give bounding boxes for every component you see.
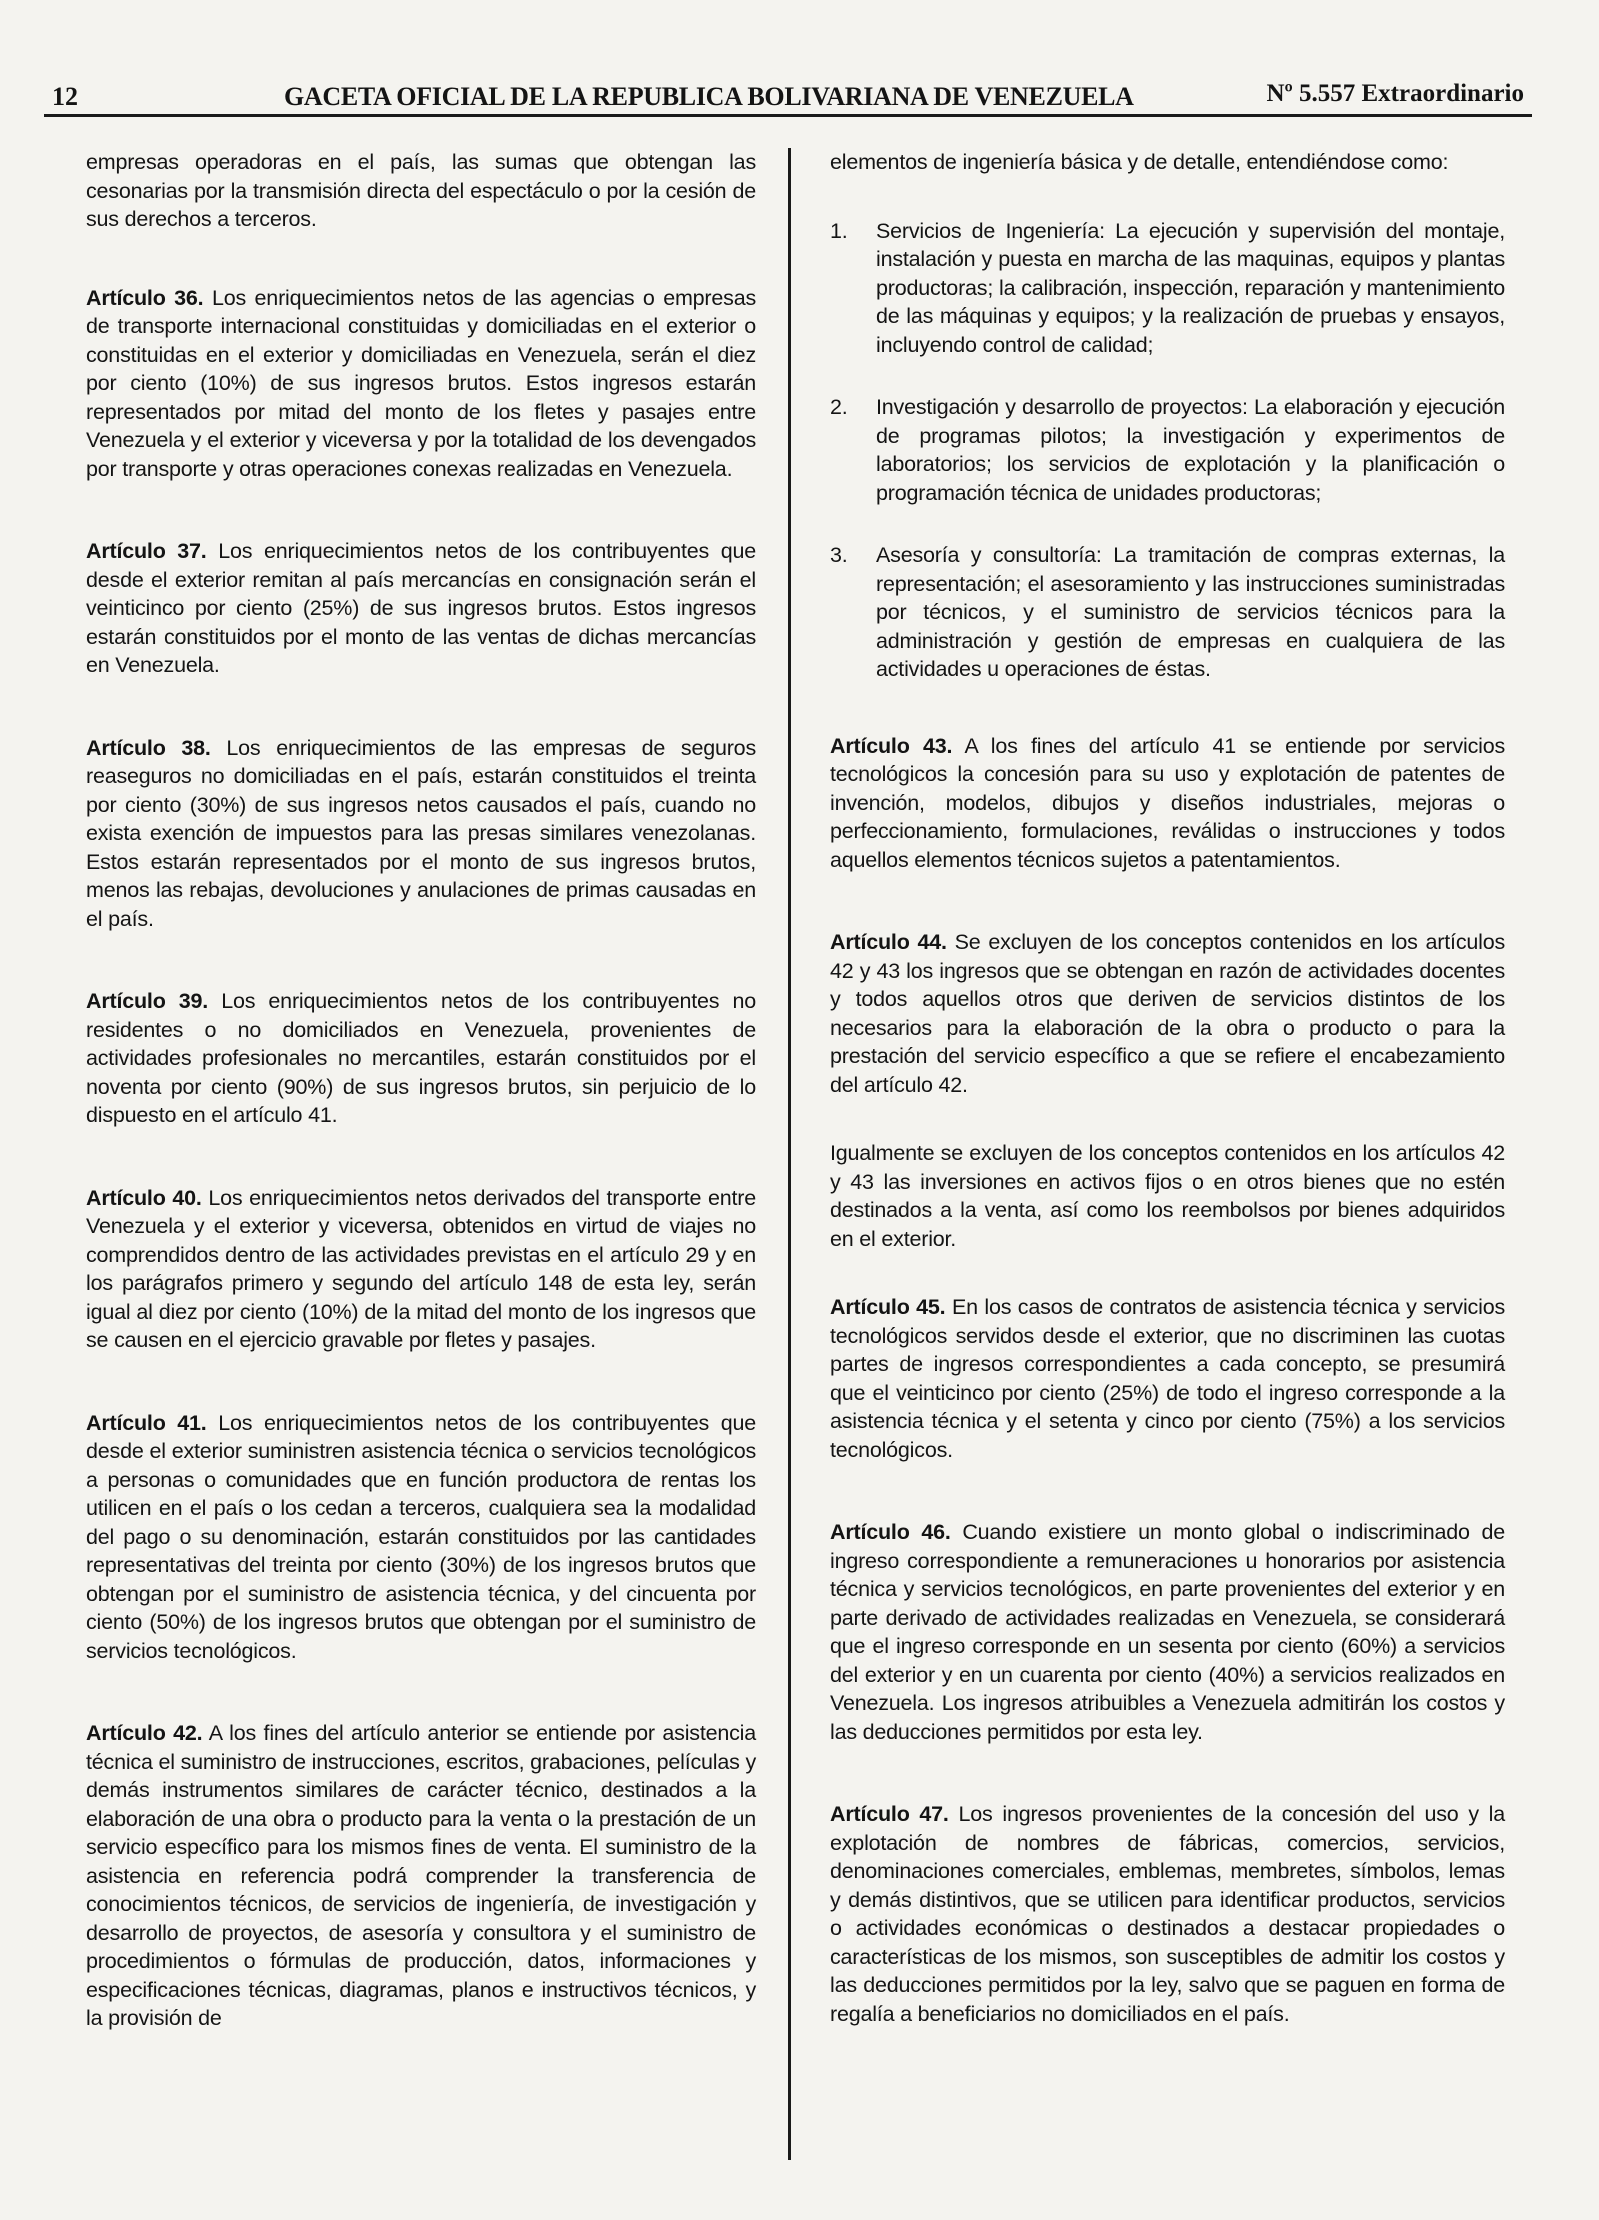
article-text: Se excluyen de los conceptos contenidos en los artículos 42 y 43 los ingresos que se obtengan en razón de actividades docentes y todos aquellos otros que deriven de servicios distintos de los necesarios para la elaboración de la obra o producto o para la prestación del servicio específico a que se refiere el encabezamiento del artículo 42.	[830, 930, 1506, 1097]
list-text: Asesoría y consultoría: La tramitación de compras externas, la representación; el asesoramiento y las instrucciones suministradas por técnicos, y el suministro de servicios técnicos para la administración y gestión de empresas en cualquiera de las actividades u operaciones de éstas.	[876, 543, 1505, 681]
list-item	[830, 217, 1505, 360]
article-45	[830, 1293, 1505, 1464]
list-text: Investigación y desarrollo de proyectos: La elaboración y ejecución de programas pilotos; la investigación y experimentos de laboratorios; los servicios de explotación y la planificación o programación técnica de unidades productoras;	[876, 395, 1505, 505]
article-text: En los casos de contratos de asistencia técnica y servicios tecnológicos servidos desde el exterior, que no discriminen las cuotas partes de ingresos correspondientes a cada concepto, se presumirá que el veinticinco por ciento (25%) de todo el ingreso corresponde a la asistencia técnica y el setenta y cinco por ciento (75%) a los servicios tecnológicos.	[830, 1295, 1505, 1462]
article-heading: Artículo 46.	[830, 1520, 951, 1544]
article-text: Los enriquecimientos de las empresas de seguros reaseguros no domiciliadas en el país, estarán constituidos el treinta por ciento (30%) de sus ingresos netos causados el país, cuando no exista exención de impuestos para las presas similares venezolanas. Estos estarán representados por el monto de sus ingresos brutos, menos las rebajas, devoluciones y anulaciones de primas causadas en el país.	[86, 735, 756, 931]
article-heading: Artículo 43.	[830, 733, 953, 758]
article-47	[830, 1800, 1505, 2028]
continued-text: elementos de ingeniería básica y de detalle, entendiéndose como:	[830, 150, 1449, 174]
article-text: Los ingresos provenientes de la concesión del uso y la explotación de nombres de fábricas, comercios, servicios, denominaciones comerciales, emblemas, membretes, símbolos, lemas y demás distintivos, que se utilicen para identificar productos, servicios o actividades económicas o destinados a destacar propiedades o características de los mismos, son susceptibles de admitir los costos y las deducciones permitidos por la ley, salvo que se paguen en forma de regalía a beneficiarios no domiciliados en el país.	[830, 1802, 1505, 2026]
article-text: A los fines del artículo anterior se entiende por asistencia técnica el suministro de instrucciones, escritos, grabaciones, películas y demás instrumentos similares de carácter técnico, destinados a la elaboración de una obra o producto para la venta o la prestación de un servicio específico para los mismos fines de venta. El suministro de la asistencia en referencia podrá comprender la transferencia de conocimientos técnicos, de servicios de ingeniería, de investigación y desarrollo de proyectos, de asesoría y consultora y el suministro de procedimientos o fórmulas de producción, datos, informaciones y especificaciones técnicas, diagramas, planos e instructivos técnicos, y la provisión de	[86, 1721, 756, 2030]
list-number: 1.	[830, 218, 848, 243]
article-41	[86, 1409, 756, 1666]
continued-text: empresas operadoras en el país, las sumas que obtengan las cesonarias por la transmisión directa del espectáculo o por la cesión de sus derechos a terceros.	[86, 150, 756, 231]
list-item	[830, 393, 1505, 507]
article-text: Los enriquecimientos netos de las agencias o empresas de transporte internacional constituidas y domiciliadas en el exterior o constituidas en el exterior y domiciliadas en Venezuela, serán el diez por ciento (10%) de sus ingresos brutos. Estos ingresos estarán representados por mitad del monto de los fletes y pasajes entre Venezuela y el exterior y viceversa y por la totalidad de los devengados por transporte y otras operaciones conexas realizadas en Venezuela.	[86, 285, 757, 481]
article-heading: Artículo 37.	[86, 539, 207, 563]
page-number: 12	[52, 82, 78, 111]
article-heading: Artículo 39.	[86, 989, 209, 1013]
article-heading: Artículo 41.	[86, 1410, 207, 1435]
article-40	[86, 1184, 756, 1355]
article-46	[830, 1518, 1505, 1746]
right-column	[830, 148, 1505, 2082]
article-36	[86, 284, 756, 484]
article-42	[86, 1719, 756, 2033]
article-heading: Artículo 42.	[86, 1721, 203, 1745]
article-heading: Artículo 45.	[830, 1295, 946, 1319]
article-37	[86, 537, 756, 680]
article-text: Igualmente se excluyen de los conceptos contenidos en los artículos 42 y 43 las inversiones en activos fijos o en otros bienes que no estén destinados a la venta, así como los reembolsos por bienes adquiridos en el exterior.	[830, 1141, 1505, 1251]
column-divider	[788, 148, 791, 2160]
article-44	[830, 928, 1505, 1099]
list-number: 2.	[830, 395, 848, 419]
page-header	[44, 74, 1532, 117]
article-text: A los fines del artículo 41 se entiende por servicios tecnológicos la concesión para su uso y explotación de patentes de invención, modelos, dibujos y diseños industriales, mejoras o perfeccionamiento, formulaciones, reválidas o instrucciones y todos aquellos elementos técnicos sujetos a patentamientos.	[830, 733, 1506, 872]
article-text: Los enriquecimientos netos derivados del transporte entre Venezuela y el exterior y viceversa, obtenidos en virtud de viajes no comprendidos dentro de las actividades previstas en el artículo 29 y en los parágrafos primero y segundo del artículo 148 de esta ley, serán igual al diez por ciento (10%) de la mitad del monto de los ingresos que se causen en el ejercicio gravable por fletes y pasajes.	[86, 1185, 757, 1352]
article-text: Los enriquecimientos netos de los contribuyentes no residentes o no domiciliados en Venezuela, provenientes de actividades profesionales no mercantiles, estarán constituidos por el noventa por ciento (90%) de sus ingresos brutos, sin perjuicio de lo dispuesto en el artículo 41.	[86, 989, 757, 1127]
gazette-title: GACETA OFICIAL DE LA REPUBLICA BOLIVARIANA DE VENEZUELA	[284, 82, 1134, 111]
article-text: Los enriquecimientos netos de los contribuyentes que desde el exterior remitan al país mercancías en consignación serán el veinticinco por ciento (25%) de sus ingresos brutos. Estos ingresos estarán constituidos por el monto de las ventas de dichas mercancías en Venezuela.	[86, 539, 756, 677]
article-43	[830, 732, 1505, 875]
list-text: Servicios de Ingeniería: La ejecución y supervisión del montaje, instalación y puesta en marcha de las maquinas, equipos y plantas productoras; la calibración, inspección, reparación y mantenimiento de las máquinas y equipos; y la realización de pruebas y ensayos, incluyendo control de calidad;	[876, 218, 1505, 357]
article-text: Los enriquecimientos netos de los contribuyentes que desde el exterior suministren asistencia técnica o servicios tecnológicos a personas o comunidades que en función productora de rentas los utilicen en el país o los cedan a terceros, cualquiera sea la modalidad del pago o su denominación, estarán constituidos por las cantidades representativas del treinta por ciento (30%) de los ingresos brutos que obtengan por el suministro de asistencia técnica, y del cincuenta por ciento (50%) de los ingresos brutos que obtengan por el suministro de servicios tecnológicos.	[86, 1410, 756, 1663]
article-44-continued	[830, 1139, 1505, 1253]
article-39	[86, 987, 756, 1130]
article-text: Cuando existiere un monto global o indiscriminado de ingreso correspondiente a remuneraciones u honorarios por asistencia técnica y servicios tecnológicos, en parte provenientes del exterior y en parte derivado de actividades realizadas en Venezuela, se considerará que el ingreso corresponde en un sesenta por ciento (60%) a servicios del exterior y en un cuarenta por ciento (40%) a servicios realizados en Venezuela. Los ingresos atribuibles a Venezuela admitirán los costos y las deducciones permitidos por esta ley.	[830, 1520, 1505, 1744]
article-heading: Artículo 44.	[830, 930, 947, 954]
article-heading: Artículo 47.	[830, 1802, 949, 1826]
issue-number: Nº 5.557 Extraordinario	[1266, 80, 1524, 107]
list-number: 3.	[830, 543, 848, 567]
article-38	[86, 734, 756, 934]
list-item	[830, 541, 1505, 684]
engineering-elements-list	[830, 217, 1505, 684]
article-heading: Artículo 36.	[86, 285, 204, 310]
article-heading: Artículo 38.	[86, 735, 211, 760]
article-heading: Artículo 40.	[86, 1185, 202, 1210]
left-column	[86, 148, 756, 2087]
